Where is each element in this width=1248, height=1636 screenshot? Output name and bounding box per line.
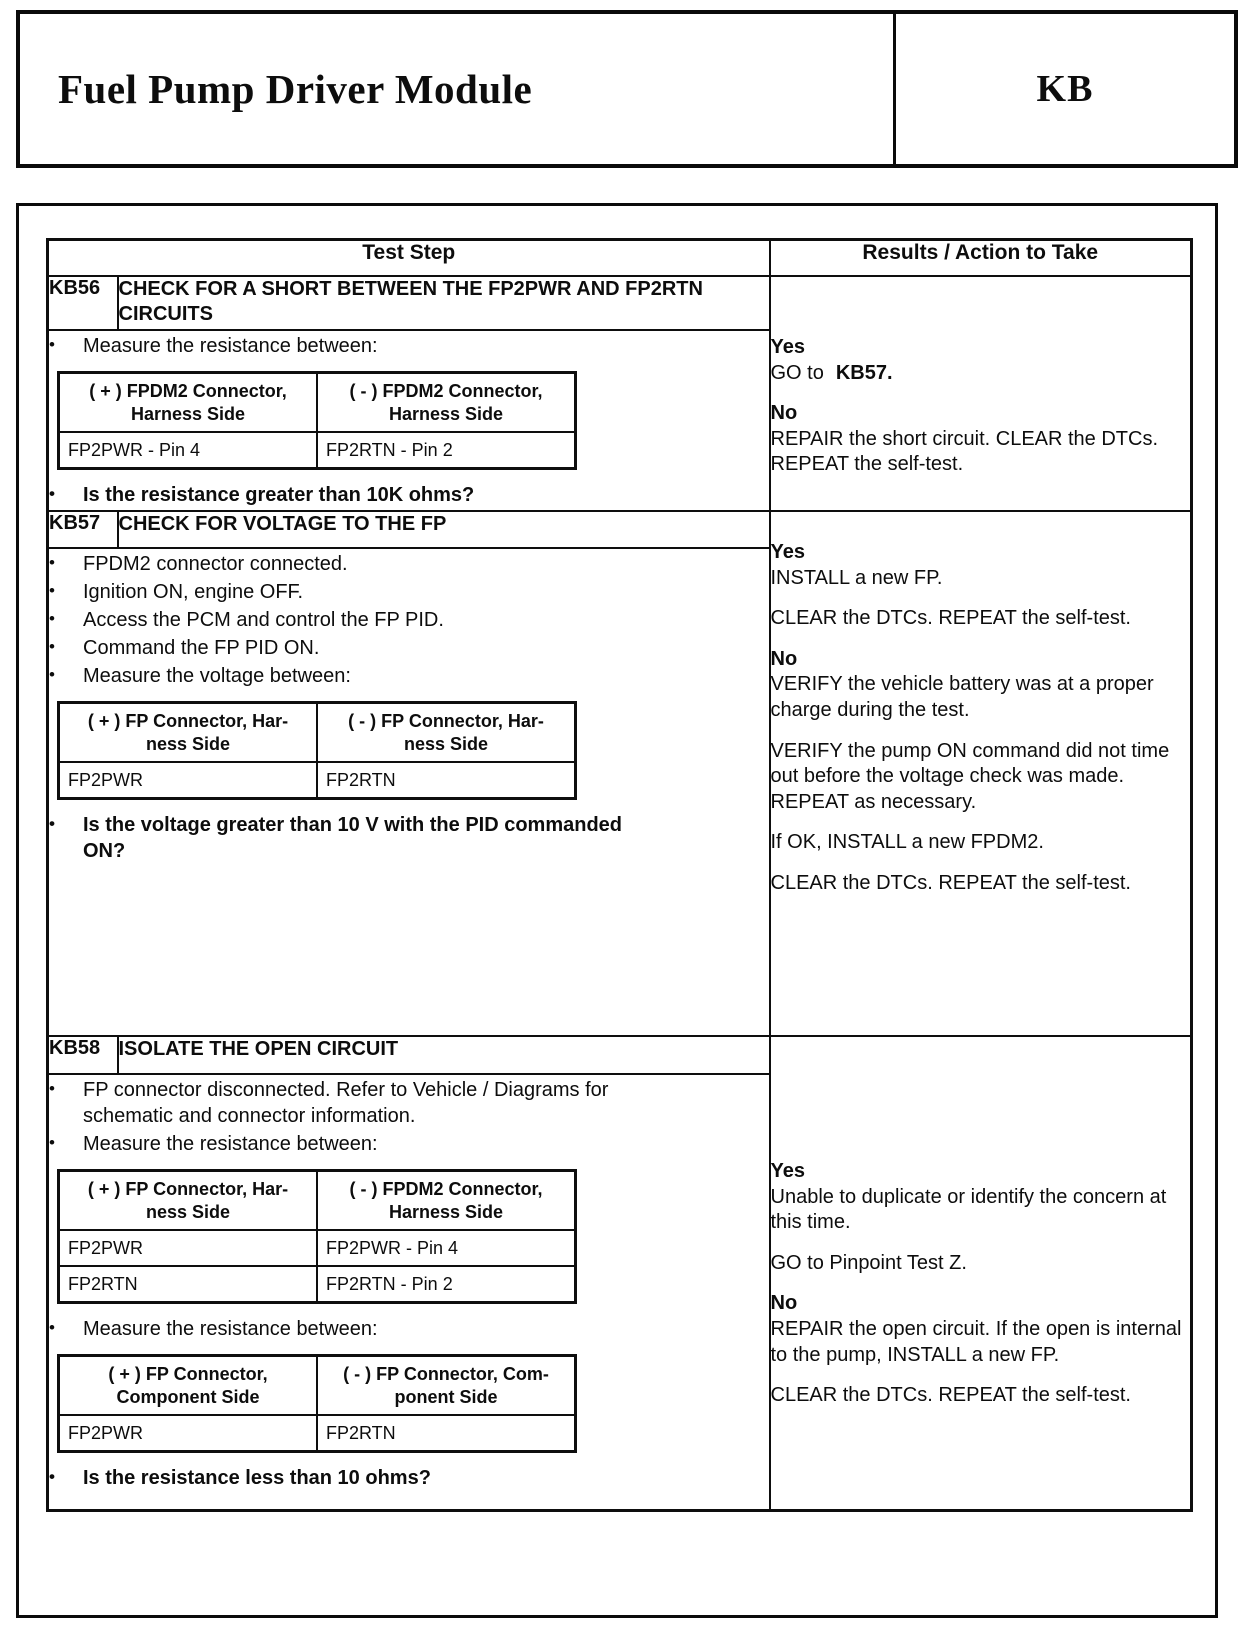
kb58-pin-table-2 [57,1354,577,1453]
kb57-pin-neg-header: ( - ) FP Connector, Har- ness Side [317,703,576,763]
kb58-pin-table-1 [57,1169,577,1304]
kb57-pin-table [57,701,577,800]
step-kb57-title-row [48,511,1192,548]
kb58-yes-p2: GO to Pinpoint Test Z. [770,1251,967,1274]
kb57-bullet-4: • Command the FP PID ON. [49,637,320,659]
kb56-no-label: No [770,402,798,425]
kb58-pin1-r2-pos: FP2RTN [59,1266,318,1303]
step-kb56-title-row [48,276,1192,330]
kb57-no-label: No [770,647,798,670]
step-body-kb58 [48,1074,770,1510]
kb58-pin1-neg-header: ( - ) FPDM2 Connector, Harness Side [317,1171,576,1231]
table-header-row [48,240,1192,277]
document-header [16,10,1238,168]
kb58-pin2-pos-header: ( + ) FP Connector, Component Side [59,1356,318,1416]
kb57-no-p1: VERIFY the vehicle battery was at a proper charge during the test. [770,673,1154,721]
bullet-icon: • [49,581,55,600]
kb56-bullet-measure: • Measure the resistance between: [49,335,378,357]
kb56-question: • Is the resistance greater than 10K ohms? [49,484,475,506]
step-title-kb57: CHECK FOR VOLTAGE TO THE FP [118,511,770,548]
kb57-bullet-5: • Measure the voltage between: [49,665,351,687]
kb57-yes-p1: INSTALL a new FP. [770,566,943,589]
kb56-goto-target: KB57. [835,361,893,384]
kb56-pin-neg-value: FP2RTN - Pin 2 [317,432,576,469]
page-title: Fuel Pump Driver Module [58,66,533,112]
kb58-pin1-r1-pos: FP2PWR [59,1230,318,1266]
step-body-kb56 [48,330,770,511]
column-header-test-step: Test Step [48,240,770,277]
kb57-bullet-1: • FPDM2 connector connected. [49,553,348,575]
kb58-no-label: No [770,1292,798,1315]
content-frame [16,203,1218,1618]
step-title-kb58: ISOLATE THE OPEN CIRCUIT [118,1036,770,1074]
kb56-pin-pos-value: FP2PWR - Pin 4 [59,432,318,469]
bullet-icon: • [49,814,55,833]
kb56-pin-table-header-row [59,373,576,433]
kb56-goto-prefix: GO to [770,361,824,384]
kb56-pin-table [57,371,577,470]
kb58-question: • Is the resistance less than 10 ohms? [49,1467,431,1489]
kb58-pin-table2-row [59,1415,576,1452]
step-title-kb56: CHECK FOR A SHORT BETWEEN THE FP2PWR AND FP2RTN CIRCUITS [118,276,770,330]
kb58-pin2-neg-value: FP2RTN [317,1415,576,1452]
kb58-no-p2: CLEAR the DTCs. REPEAT the self-test. [770,1384,1131,1407]
kb57-bullet-2: • Ignition ON, engine OFF. [49,581,304,603]
kb57-no-p4: CLEAR the DTCs. REPEAT the self-test. [770,871,1131,894]
bullet-icon: • [49,665,55,684]
kb58-bullet-measure-1: • Measure the resistance between: [49,1133,378,1155]
kb56-pin-table-row [59,432,576,469]
kb57-no-p2: VERIFY the pump ON command did not time out before the voltage check was made. REPEAT as necessary. [770,739,1170,813]
kb57-pin-table-header-row [59,703,576,763]
results-cell-kb58 [770,1036,1192,1510]
kb57-no-p3: If OK, INSTALL a new FPDM2. [770,831,1044,854]
kb58-bullet-disconnect: • FP connector disconnected. Refer to Vehicle / Diagrams for schematic and connector information. [49,1079,609,1127]
results-cell-kb56 [770,276,1192,511]
header-title-cell [20,14,896,164]
kb58-pin-table1-row-1 [59,1230,576,1266]
bullet-icon: • [49,1467,55,1486]
kb57-bullet-3: • Access the PCM and control the FP PID. [49,609,444,631]
kb58-pin1-pos-header: ( + ) FP Connector, Har- ness Side [59,1171,318,1231]
kb58-pin-table1-row-2 [59,1266,576,1303]
bullet-icon: • [49,553,55,572]
kb57-yes-label: Yes [770,541,805,563]
kb57-pin-table-row [59,762,576,799]
kb56-pin-neg-header: ( - ) FPDM2 Connector, Harness Side [317,373,576,433]
kb57-pin-pos-header: ( + ) FP Connector, Har- ness Side [59,703,318,763]
kb56-pin-pos-header: ( + ) FPDM2 Connector, Harness Side [59,373,318,433]
bullet-icon: • [49,484,55,503]
step-id-kb56: KB56 [48,276,118,330]
section-code: KB [1036,68,1094,110]
kb57-question: • Is the voltage greater than 10 V with the PID commanded ON? [49,814,623,862]
kb56-yes-action [771,361,1191,387]
bullet-icon: • [49,1079,55,1098]
bullet-icon: • [49,637,55,656]
bullet-icon: • [49,335,55,354]
kb56-yes-label: Yes [770,336,805,358]
kb58-yes-label: Yes [770,1160,805,1182]
kb58-no-p1: REPAIR the open circuit. If the open is internal to the pump, INSTALL a new FP. [770,1317,1182,1366]
header-code-cell [896,14,1234,164]
kb58-yes-p1: Unable to duplicate or identify the concern at this time. [770,1185,1167,1234]
step-body-kb57 [48,548,770,1036]
kb58-pin-table2-header-row [59,1356,576,1416]
bullet-icon: • [49,1133,55,1152]
bullet-icon: • [49,609,55,628]
step-id-kb58: KB58 [48,1036,118,1074]
kb58-pin1-r1-neg: FP2PWR - Pin 4 [317,1230,576,1266]
kb58-pin1-r2-neg: FP2RTN - Pin 2 [317,1266,576,1303]
bullet-icon: • [49,1318,55,1337]
step-kb58-title-row [48,1036,1192,1074]
kb57-pin-neg-value: FP2RTN [317,762,576,799]
kb57-yes-p2: CLEAR the DTCs. REPEAT the self-test. [770,607,1131,630]
kb58-pin2-neg-header: ( - ) FP Connector, Com- ponent Side [317,1356,576,1416]
kb58-pin2-pos-value: FP2PWR [59,1415,318,1452]
kb56-no-action: REPAIR the short circuit. CLEAR the DTCs. REPEAT the self-test. [770,427,1159,476]
kb58-bullet-measure-2: • Measure the resistance between: [49,1318,378,1340]
column-header-results: Results / Action to Take [770,240,1192,277]
pinpoint-test-table [46,238,1193,1512]
results-cell-kb57 [770,511,1192,1036]
kb58-pin-table1-header-row [59,1171,576,1231]
kb57-pin-pos-value: FP2PWR [59,762,318,799]
step-id-kb57: KB57 [48,511,118,548]
